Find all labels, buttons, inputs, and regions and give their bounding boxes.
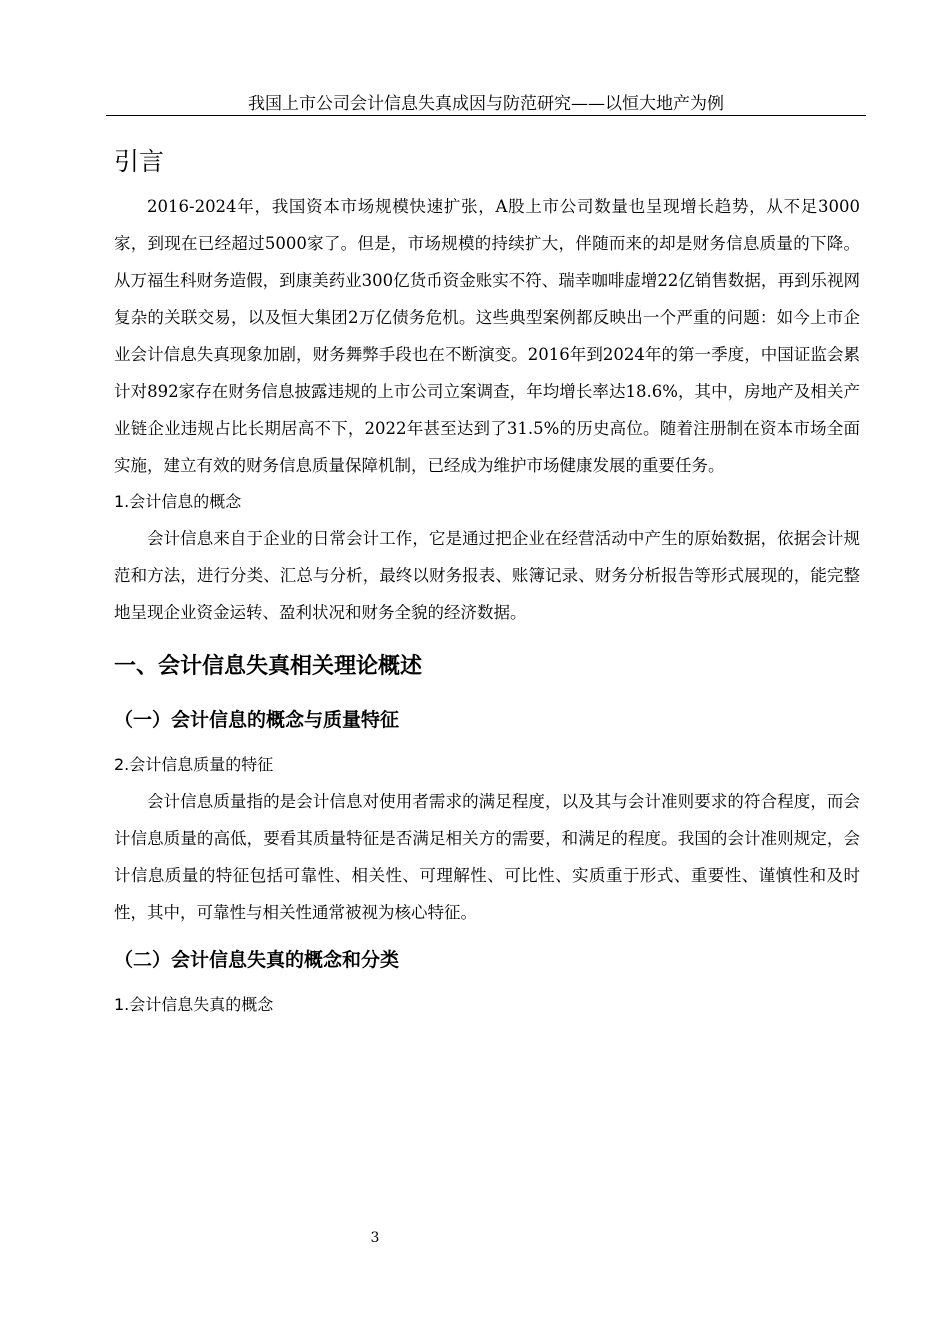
intro-heading: 引言 [114,147,165,176]
page-content [114,140,860,1023]
chapter-heading: 一、会计信息失真相关理论概述 [114,654,423,679]
header-rule [106,115,866,116]
concept-paragraph: 会计信息来自于企业的日常会计工作，它是通过把企业在经营活动中产生的原始数据，依据会计规范和方法，进行分类、汇总与分析，最终以财务报表、账簿记录、财务分析报告等形式展现的，能完整地呈现企业资金运转、盈利状况和财务全貌的经济数据。 [114,529,860,622]
quality-paragraph: 会计信息质量指的是会计信息对使用者需求的满足程度，以及其与会计准则要求的符合程度，而会计信息质量的高低，要看其质量特征是否满足相关方的需要，和满足的程度。我国的会计准则规定，会计信息质量的特征包括可靠性、相关性、可理解性、可比性、实质重于形式、重要性、谨慎性和及时性，其中，可靠性与相关性通常被视为核心特征。 [114,792,860,922]
concept-subheading: 1.会计信息的概念 [114,492,242,511]
page-number: 3 [370,1230,380,1246]
section-heading-2: （二）会计信息失真的概念和分类 [114,949,400,971]
quality-subheading: 2.会计信息质量的特征 [114,755,274,774]
section-heading-1: （一）会计信息的概念与质量特征 [114,709,400,731]
distortion-subheading: 1.会计信息失真的概念 [114,995,274,1014]
running-header: 我国上市公司会计信息失真成因与防范研究——以恒大地产为例 [248,94,724,114]
intro-paragraph: 2016-2024年，我国资本市场规模快速扩张，A股上市公司数量也呈现增长趋势，从不足3000家，到现在已经超过5000家了。但是，市场规模的持续扩大，伴随而来的却是财务信息质量的下降。从万福生科财务造假，到康美药业300亿货币资金账实不符、瑞幸咖啡虚增22亿销售数据，再到乐视网复杂的关联交易，以及恒大集团2万亿债务危机。这些典型案例都反映出一个严重的问题：如今上市企业会计信息失真现象加剧，财务舞弊手段也在不断演变。2016年到2024年的第一季度，中国证监会累计对892家存在财务信息披露违规的上市公司立案调查，年均增长率达18.6%，其中，房地产及相关产业链企业违规占比长期居高不下，2022年甚至达到了31.5%的历史高位。随着注册制在资本市场全面实施，建立有效的财务信息质量保障机制，已经成为维护市场健康发展的重要任务。 [114,197,860,475]
